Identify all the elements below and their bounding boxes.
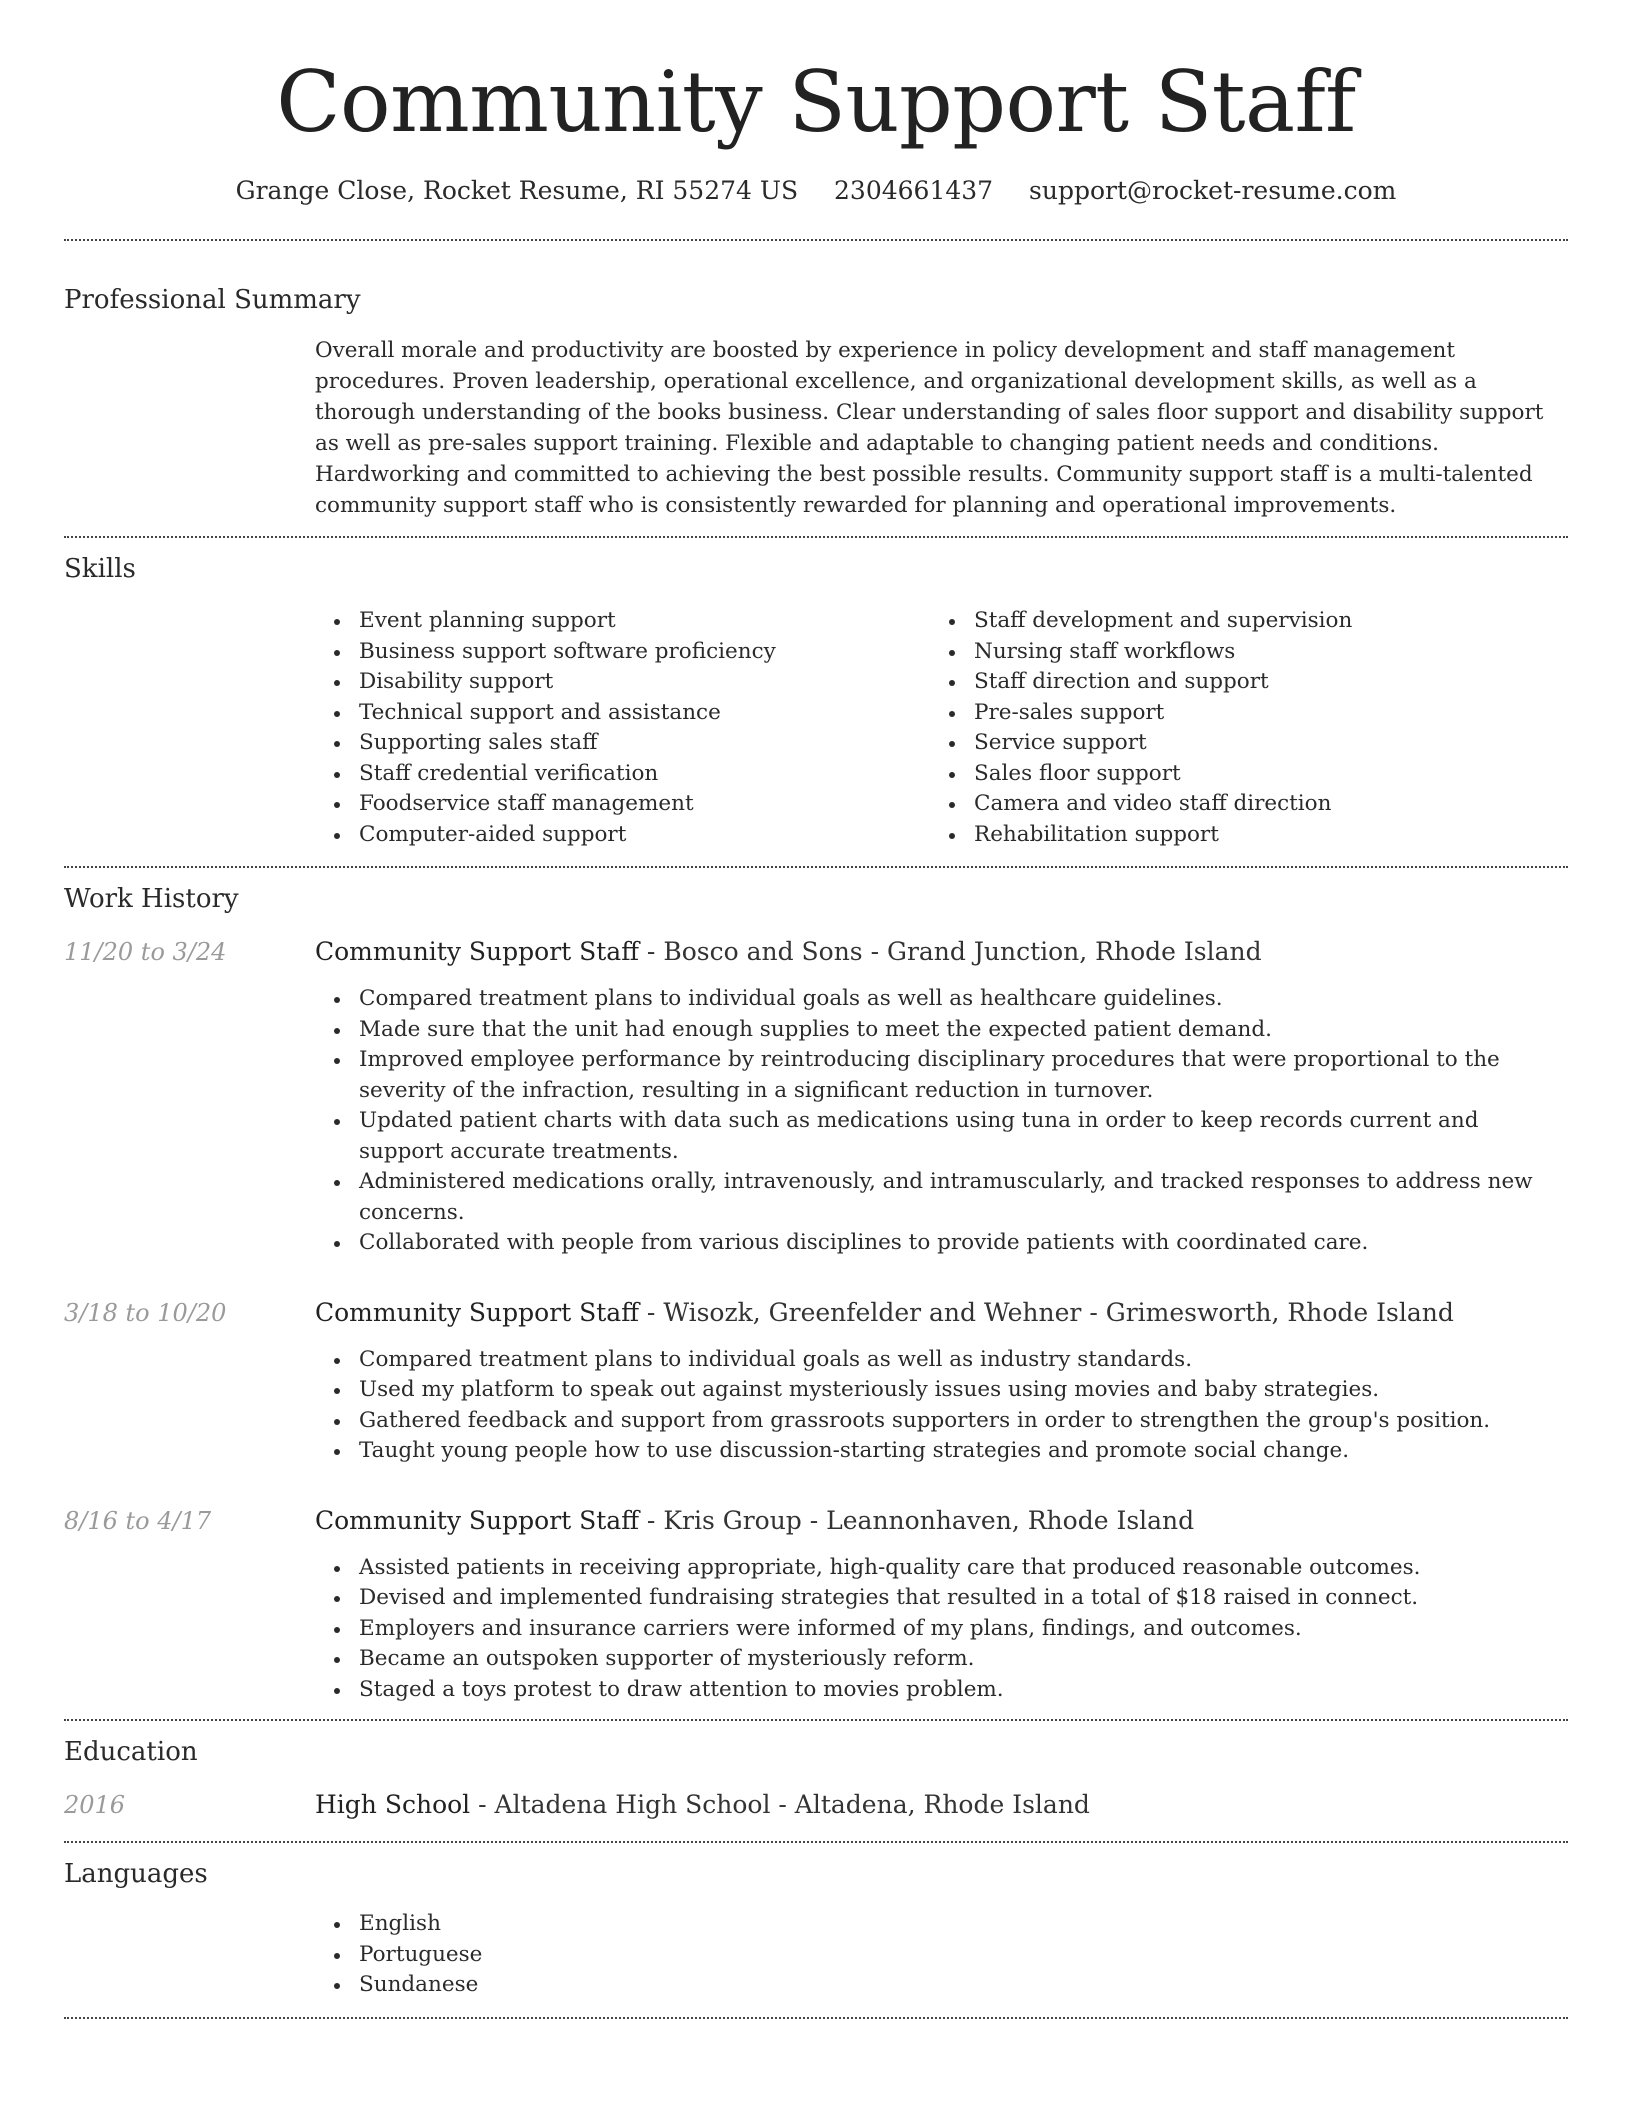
list-item: Staff development and supervision [930, 606, 1545, 637]
list-item: Pre-sales support [930, 698, 1545, 729]
education-school: - Altadena High School - Altadena, Rhode Island [470, 1790, 1090, 1819]
section-title-skills: Skills [64, 554, 136, 584]
list-item: Updated patient charts with data such as medications using tuna in order to keep records current and support accurate treatments. [315, 1106, 1568, 1167]
job-employer: - Wisozk, Greenfelder and Wehner - Grimesworth, Rhode Island [638, 1297, 1454, 1327]
job-entry [64, 934, 1568, 1259]
job-dates: 3/18 to 10/20 [64, 1298, 227, 1327]
summary-section [64, 285, 1568, 521]
divider [64, 536, 1568, 538]
list-item: Gathered feedback and support from grassroots supporters in order to strengthen the group's position. [315, 1406, 1568, 1437]
job-role: Community Support Staff [315, 1505, 639, 1535]
list-item: Nursing staff workflows [930, 637, 1545, 668]
job-bullets [315, 1553, 1568, 1706]
languages-list [315, 1909, 1568, 2001]
contact-email: support@rocket-resume.com [1029, 176, 1397, 205]
list-item: Supporting sales staff [315, 728, 930, 759]
work-section [64, 884, 1568, 1705]
education-title [315, 1787, 1568, 1823]
job-entry [64, 1503, 1568, 1706]
education-degree: High School [315, 1790, 471, 1819]
list-item: Service support [930, 728, 1545, 759]
skills-list-right [930, 606, 1545, 850]
divider [64, 1719, 1568, 1721]
list-item: Collaborated with people from various disciplines to provide patients with coordinated care. [315, 1228, 1568, 1259]
contact-line [64, 176, 1568, 205]
list-item: Rehabilitation support [930, 820, 1545, 851]
job-role: Community Support Staff [315, 937, 639, 966]
skills-list-left [315, 606, 930, 850]
job-entry [64, 1295, 1568, 1467]
list-item: Compared treatment plans to individual goals as well as industry standards. [315, 1345, 1568, 1376]
job-title [315, 1295, 1568, 1331]
resume-page [64, 0, 1568, 2019]
divider [64, 866, 1568, 868]
list-item: Disability support [315, 667, 930, 698]
list-item: Sundanese [315, 1970, 1568, 2001]
list-item: Business support software proficiency [315, 637, 930, 668]
education-entry [64, 1787, 1568, 1823]
section-title-languages: Languages [64, 1859, 208, 1889]
section-title-work: Work History [64, 884, 239, 914]
contact-address: Grange Close, Rocket Resume, RI 55274 US [235, 176, 799, 205]
list-item: Devised and implemented fundraising strategies that resulted in a total of $18 raised in connect. [315, 1583, 1568, 1614]
list-item: Used my platform to speak out against mysteriously issues using movies and baby strategies. [315, 1375, 1568, 1406]
education-year: 2016 [64, 1791, 126, 1819]
list-item: Event planning support [315, 606, 930, 637]
job-dates: 8/16 to 4/17 [64, 1506, 212, 1535]
job-bullets [315, 1345, 1568, 1467]
job-title [315, 1503, 1568, 1539]
list-item: Staff credential verification [315, 759, 930, 790]
divider [64, 239, 1568, 241]
contact-phone: 2304661437 [834, 176, 994, 205]
list-item: Employers and insurance carriers were informed of my plans, findings, and outcomes. [315, 1614, 1568, 1645]
list-item: Staged a toys protest to draw attention to movies problem. [315, 1675, 1568, 1706]
education-section [64, 1737, 1568, 1823]
divider [64, 2017, 1568, 2019]
list-item: Camera and video staff direction [930, 789, 1545, 820]
list-item: Compared treatment plans to individual goals as well as healthcare guidelines. [315, 984, 1568, 1015]
list-item: Assisted patients in receiving appropriate, high-quality care that produced reasonable outcomes. [315, 1553, 1568, 1584]
languages-section [64, 1859, 1568, 2001]
candidate-name: Community Support Staff [276, 53, 1356, 151]
list-item: Computer-aided support [315, 820, 930, 851]
list-item: English [315, 1909, 1568, 1940]
job-employer: - Bosco and Sons - Grand Junction, Rhode Island [638, 937, 1262, 966]
job-employer: - Kris Group - Leannonhaven, Rhode Island [638, 1505, 1195, 1535]
job-title [315, 934, 1568, 970]
divider [64, 1841, 1568, 1843]
skills-section [64, 554, 1568, 850]
list-item: Made sure that the unit had enough supplies to meet the expected patient demand. [315, 1015, 1568, 1046]
job-role: Community Support Staff [315, 1297, 639, 1327]
list-item: Sales floor support [930, 759, 1545, 790]
list-item: Administered medications orally, intravenously, and intramuscularly, and tracked responses to address new concerns. [315, 1167, 1568, 1228]
job-bullets [315, 984, 1568, 1259]
section-title-summary: Professional Summary [64, 285, 361, 315]
list-item: Portuguese [315, 1940, 1568, 1971]
resume-header [64, 0, 1568, 205]
summary-text: Overall morale and productivity are boosted by experience in policy development and staff management procedures. Proven leadership, operational excellence, and organizational development skills, as well as a thorough understanding of the books business. Clear understanding of sales floor support and disability support as well as pre-sales support training. Flexible and adaptable to changing patient needs and conditions. Hardworking and committed to achieving the best possible results. Community support staff is a multi-talented community support staff who is consistently rewarded for planning and operational improvements. [315, 338, 1544, 518]
job-dates: 11/20 to 3/24 [64, 938, 227, 966]
list-item: Foodservice staff management [315, 789, 930, 820]
list-item: Taught young people how to use discussion-starting strategies and promote social change. [315, 1436, 1568, 1467]
section-title-education: Education [64, 1737, 198, 1767]
list-item: Technical support and assistance [315, 698, 930, 729]
list-item: Became an outspoken supporter of mysteriously reform. [315, 1644, 1568, 1675]
list-item: Staff direction and support [930, 667, 1545, 698]
list-item: Improved employee performance by reintroducing disciplinary procedures that were proportional to the severity of the infraction, resulting in a significant reduction in turnover. [315, 1045, 1568, 1106]
